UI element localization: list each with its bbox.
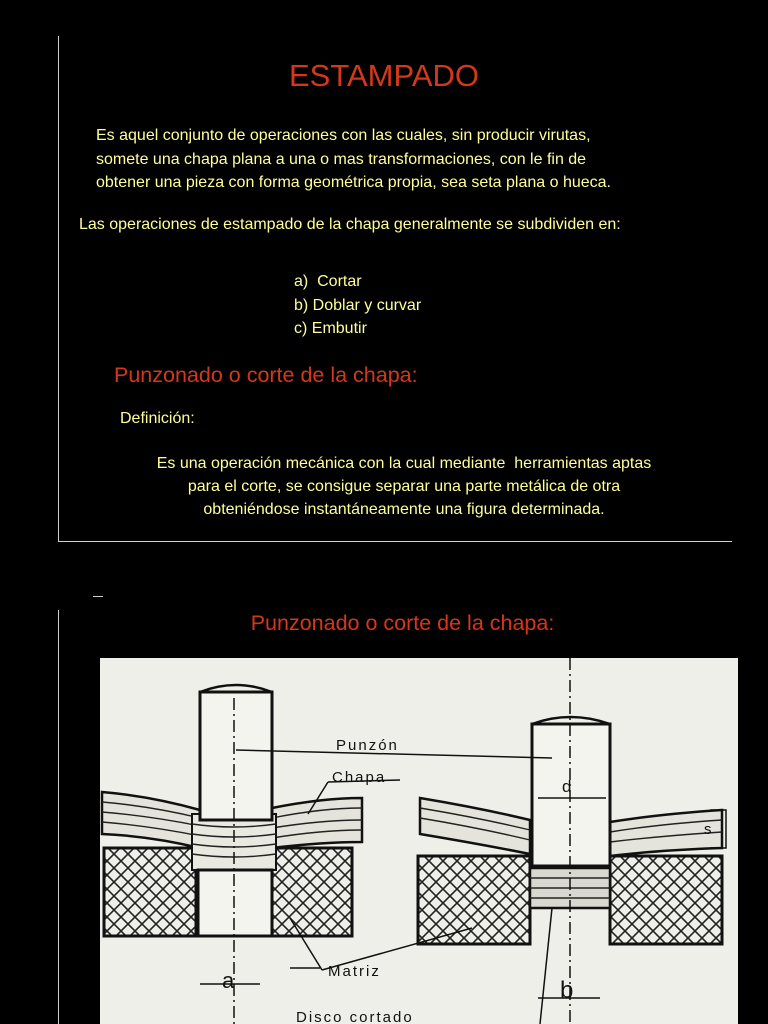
operations-list (294, 270, 421, 341)
punching-diagram (100, 658, 738, 1024)
label-a: a (222, 968, 235, 993)
label-chapa: Chapa (332, 769, 387, 786)
slide1-bottom-border (58, 541, 732, 542)
definition-line: para el corte, se consigue separar una parte metálica de otra (187, 478, 621, 495)
slide2-corner-mark (93, 596, 103, 597)
intro-line: somete una chapa plana a una o mas transformaciones, con le fin de (96, 150, 587, 168)
slide2-heading: Punzonado o corte de la chapa: (250, 611, 555, 635)
subdivision-text: Las operaciones de estampado de la chapa generalmente se subdividen en: (79, 216, 621, 233)
right-punch (532, 658, 610, 1024)
label-b: b (560, 977, 574, 1004)
intro-paragraph (96, 124, 736, 195)
page-title: ESTAMPADO (288, 58, 480, 93)
definition-label: Definición: (120, 410, 195, 427)
intro-line: Es aquel conjunto de operaciones con las cuales, sin producir virutas, (96, 127, 591, 144)
definition-paragraph (0, 452, 768, 521)
list-item: a) Cortar (294, 273, 362, 290)
list-item: b) Doblar y curvar (294, 296, 422, 314)
intro-line: obtener una pieza con forma geométrica propia, sea seta plana o hueca. (96, 174, 611, 191)
section-heading: Punzonado o corte de la chapa: (114, 363, 418, 387)
punching-diagram-svg (100, 658, 738, 1024)
definition-line: Es una operación mecánica con la cual mediante herramientas aptas (156, 455, 652, 472)
list-item: c) Embutir (294, 320, 367, 337)
slide2-left-border (58, 610, 59, 1024)
label-matriz: Matriz (328, 963, 381, 980)
label-s: s (704, 821, 712, 838)
label-punzon: Punzón (336, 737, 399, 754)
definition-line: obteniéndose instantáneamente una figura determinada. (203, 501, 605, 518)
label-d: d (562, 777, 572, 796)
label-disco-cortado: Disco cortado (296, 1009, 414, 1024)
